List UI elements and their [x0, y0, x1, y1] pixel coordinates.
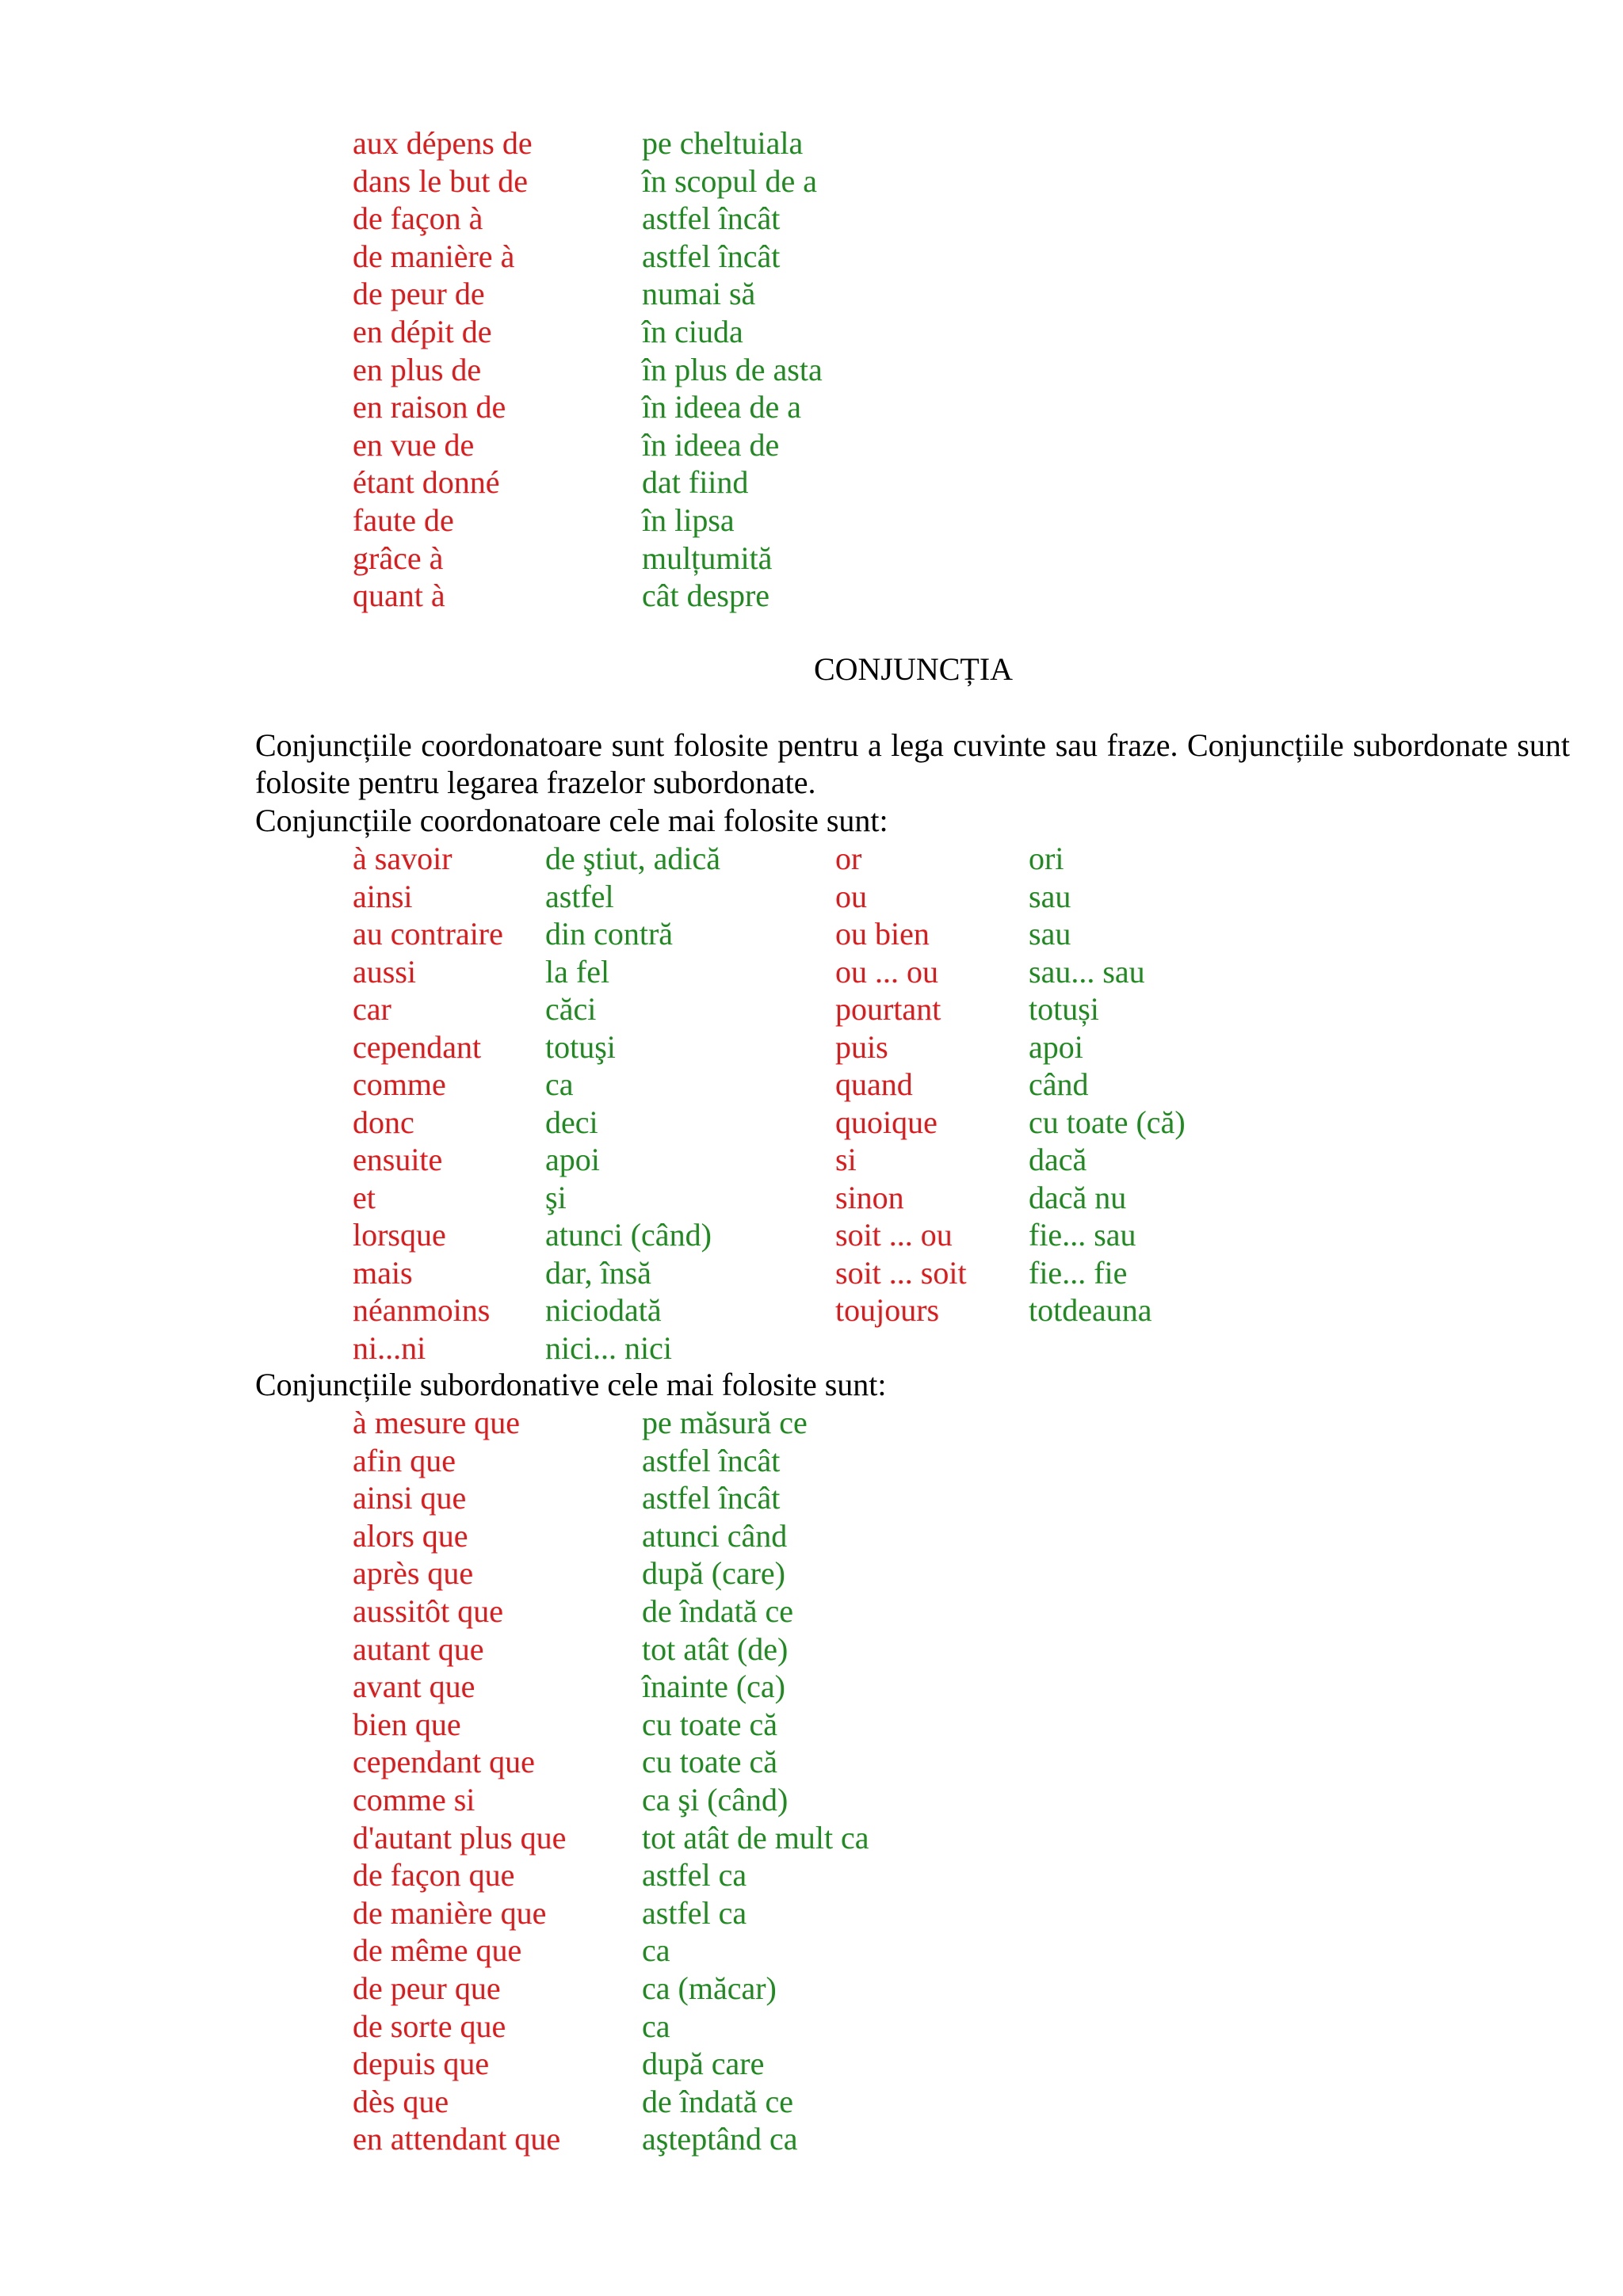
romanian-translation: şi: [545, 1179, 567, 1215]
intro-paragraph: Conjuncțiile coordonatoare sunt folosite pentru a lega cuvinte sau fraze. Conjuncțiile subordonate sunt folosite pentru legarea frazelor subordonate.: [255, 727, 1570, 800]
romanian-translation: astfel încât: [642, 200, 781, 237]
romanian-translation: astfel: [545, 878, 614, 914]
romanian-translation: din contră: [545, 916, 674, 952]
romanian-translation: tot atât (de): [642, 1630, 789, 1667]
french-term: si: [835, 1142, 857, 1177]
french-term: ou bien: [835, 916, 930, 952]
french-term: quant à: [353, 578, 445, 614]
french-term: en attendant que: [353, 2121, 561, 2157]
french-term: de manière à: [353, 238, 515, 274]
french-term: donc: [353, 1104, 414, 1140]
romanian-translation: ca (măcar): [642, 1970, 777, 2006]
romanian-translation: atunci când: [642, 1517, 788, 1554]
romanian-translation: când: [1029, 1066, 1089, 1102]
french-term: au contraire: [353, 916, 503, 952]
romanian-translation: în lipsa: [642, 502, 735, 538]
french-term: ainsi que: [353, 1480, 467, 1516]
french-term: soit ... ou: [835, 1217, 953, 1253]
romanian-translation: căci: [545, 991, 597, 1027]
french-term: or: [835, 841, 862, 876]
romanian-translation: astfel ca: [642, 1894, 747, 1931]
french-term: comme si: [353, 1782, 475, 1817]
romanian-translation: sau: [1029, 878, 1071, 914]
french-term: ensuite: [353, 1142, 443, 1177]
french-term: étant donné: [353, 464, 500, 501]
romanian-translation: sau... sau: [1029, 953, 1145, 990]
romanian-translation: astfel ca: [642, 1857, 747, 1894]
french-term: de peur de: [353, 276, 485, 312]
romanian-translation: niciodată: [545, 1292, 662, 1328]
romanian-translation: tot atât de mult ca: [642, 1819, 869, 1855]
romanian-translation: ori: [1029, 841, 1064, 876]
romanian-translation: la fel: [545, 953, 610, 990]
french-term: pourtant: [835, 991, 941, 1027]
french-term: ou: [835, 878, 867, 914]
romanian-translation: ca: [642, 1932, 670, 1969]
french-term: cependant que: [353, 1744, 535, 1780]
romanian-translation: fie... fie: [1029, 1254, 1128, 1291]
french-term: en vue de: [353, 426, 475, 463]
french-term: soit ... soit: [835, 1254, 967, 1291]
french-term: à mesure que: [353, 1405, 521, 1440]
subordinating-heading: Conjuncțiile subordonative cele mai folosite sunt:: [255, 1367, 887, 1402]
french-term: toujours: [835, 1292, 940, 1328]
romanian-translation: în ideea de: [642, 426, 780, 463]
french-term: de sorte que: [353, 2008, 506, 2044]
french-term: dès que: [353, 2083, 449, 2119]
romanian-translation: totuși: [1029, 991, 1099, 1027]
french-term: en plus de: [353, 351, 482, 387]
romanian-translation: dacă nu: [1029, 1179, 1127, 1215]
romanian-translation: apoi: [545, 1142, 600, 1177]
french-term: de façon à: [353, 200, 483, 237]
romanian-translation: dat fiind: [642, 464, 749, 501]
romanian-translation: deci: [545, 1104, 598, 1140]
romanian-translation: în ciuda: [642, 314, 743, 349]
french-term: de façon que: [353, 1857, 515, 1894]
romanian-translation: după care: [642, 2046, 765, 2082]
romanian-translation: cât despre: [642, 578, 770, 614]
french-term: à savoir: [353, 841, 453, 876]
french-term: de peur que: [353, 1970, 501, 2006]
french-term: faute de: [353, 502, 454, 538]
romanian-translation: în scopul de a: [642, 162, 818, 199]
romanian-translation: astfel încât: [642, 1480, 781, 1516]
french-term: mais: [353, 1254, 413, 1291]
romanian-translation: mulțumită: [642, 540, 773, 576]
romanian-translation: astfel încât: [642, 238, 781, 274]
romanian-translation: totdeauna: [1029, 1292, 1152, 1328]
french-term: afin que: [353, 1442, 456, 1478]
romanian-translation: nici... nici: [545, 1329, 672, 1366]
romanian-translation: de îndată ce: [642, 2083, 793, 2119]
french-term: et: [353, 1179, 376, 1215]
french-term: de même que: [353, 1932, 522, 1969]
french-term: néanmoins: [353, 1292, 491, 1328]
romanian-translation: pe măsură ce: [642, 1405, 808, 1440]
french-term: cependant: [353, 1028, 482, 1065]
french-term: aussitôt que: [353, 1593, 503, 1629]
romanian-translation: după (care): [642, 1555, 785, 1592]
french-term: aussi: [353, 953, 416, 990]
french-term: de manière que: [353, 1894, 547, 1931]
section-title: CONJUNCȚIA: [813, 651, 1014, 687]
romanian-translation: de ştiut, adică: [545, 841, 721, 876]
french-term: avant que: [353, 1669, 475, 1705]
french-term: ni...ni: [353, 1329, 426, 1366]
romanian-translation: sau: [1029, 916, 1071, 952]
romanian-translation: ca: [545, 1066, 574, 1102]
french-term: autant que: [353, 1630, 484, 1667]
romanian-translation: cu toate că: [642, 1706, 777, 1742]
coordinating-heading: Conjuncțiile coordonatoare cele mai folosite sunt:: [255, 803, 888, 838]
romanian-translation: dar, însă: [545, 1254, 651, 1291]
romanian-translation: ca: [642, 2008, 670, 2044]
romanian-translation: înainte (ca): [642, 1669, 785, 1705]
french-term: bien que: [353, 1706, 461, 1742]
romanian-translation: totuşi: [545, 1028, 616, 1065]
french-term: grâce à: [353, 540, 444, 576]
french-term: aux dépens de: [353, 125, 533, 161]
romanian-translation: pe cheltuiala: [642, 125, 804, 161]
romanian-translation: atunci (când): [545, 1217, 712, 1253]
romanian-translation: de îndată ce: [642, 1593, 793, 1629]
french-term: dans le but de: [353, 162, 529, 199]
french-term: en dépit de: [353, 314, 492, 349]
french-term: car: [353, 991, 391, 1027]
romanian-translation: cu toate că: [642, 1744, 777, 1780]
french-term: quand: [835, 1066, 913, 1102]
french-term: d'autant plus que: [353, 1819, 567, 1855]
romanian-translation: cu toate (că): [1029, 1104, 1186, 1140]
french-term: ou ... ou: [835, 953, 938, 990]
romanian-translation: apoi: [1029, 1028, 1083, 1065]
french-term: comme: [353, 1066, 446, 1102]
romanian-translation: dacă: [1029, 1142, 1087, 1177]
french-term: sinon: [835, 1179, 904, 1215]
french-term: ainsi: [353, 878, 413, 914]
romanian-translation: în plus de asta: [642, 351, 823, 387]
romanian-translation: ca şi (când): [642, 1782, 789, 1817]
romanian-translation: astfel încât: [642, 1442, 781, 1478]
french-term: quoique: [835, 1104, 938, 1140]
romanian-translation: fie... sau: [1029, 1217, 1136, 1253]
french-term: alors que: [353, 1517, 468, 1554]
romanian-translation: aşteptând ca: [642, 2121, 798, 2157]
french-term: puis: [835, 1028, 888, 1065]
romanian-translation: în ideea de a: [642, 389, 801, 425]
french-term: lorsque: [353, 1217, 446, 1253]
french-term: en raison de: [353, 389, 506, 425]
romanian-translation: numai să: [642, 276, 756, 312]
french-term: après que: [353, 1555, 474, 1592]
french-term: depuis que: [353, 2046, 490, 2082]
